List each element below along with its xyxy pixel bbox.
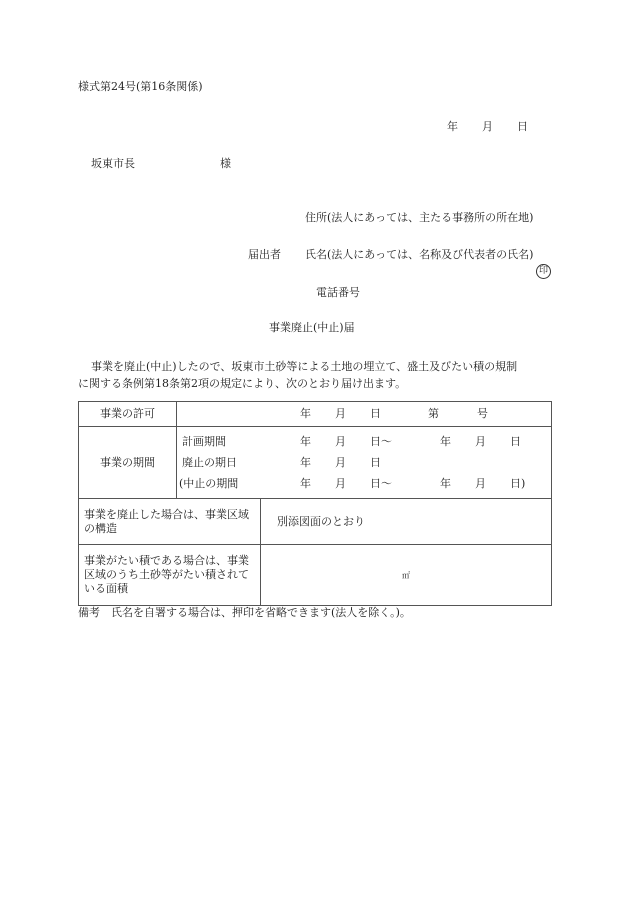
date-day-label: 日 (517, 120, 528, 133)
table-row-structure (79, 499, 552, 545)
body-text-line-2: に関する条例第18条第2項の規定により、次のとおり届け出ます。 (78, 377, 407, 390)
table-row-area (79, 545, 552, 606)
name-label: 氏名(法人にあっては、名称及び代表者の氏名) (305, 248, 534, 261)
period-end-day: 日 (510, 435, 521, 448)
period-value-cell[interactable] (177, 427, 552, 499)
period-line-label: (中止の期間 (179, 477, 239, 490)
form-number: 様式第24号(第16条関係) (78, 80, 203, 93)
period-start-month: 月 (335, 477, 346, 490)
form-table (78, 401, 552, 606)
period-line-label: 廃止の期日 (182, 456, 237, 469)
table-row-permit (79, 402, 552, 427)
period-start-day: 日 (370, 456, 381, 469)
permit-label-cell (79, 402, 177, 427)
permit-year: 年 (300, 407, 311, 420)
permit-month: 月 (335, 407, 346, 420)
remarks: 備考 氏名を自署する場合は、押印を省略できます(法人を除く。)。 (78, 606, 411, 619)
permit-label: 事業の許可 (100, 407, 155, 420)
area-value-cell[interactable] (261, 545, 552, 606)
permit-day: 日 (370, 407, 381, 420)
period-end-month: 月 (475, 435, 486, 448)
date-month-label: 月 (482, 120, 493, 133)
period-start-year: 年 (300, 435, 311, 448)
permit-go: 号 (477, 407, 488, 420)
notifier-role-label: 届出者 (248, 248, 281, 261)
addressee-name: 坂東市長 (91, 157, 135, 170)
period-end-year: 年 (440, 435, 451, 448)
period-label-cell (79, 427, 177, 499)
area-unit: ㎡ (402, 570, 410, 580)
address-label: 住所(法人にあっては、主たる事務所の所在地) (305, 211, 534, 224)
period-end-month: 月 (475, 477, 486, 490)
seal-mark-icon: 印 (536, 264, 551, 279)
period-end-year: 年 (440, 477, 451, 490)
period-start-day: 日～ (370, 435, 392, 448)
structure-label-cell (79, 499, 261, 545)
body-text-line-1: 事業を廃止(中止)したので、坂東市土砂等による土地の埋立て、盛土及びたい積の規制 (91, 360, 518, 373)
table-row-period (79, 427, 552, 499)
period-end-day: 日) (510, 477, 526, 490)
document-title: 事業廃止(中止)届 (269, 321, 355, 334)
area-label-cell (79, 545, 261, 606)
structure-value: 別添図面のとおり (277, 514, 365, 528)
permit-value-cell[interactable] (177, 402, 552, 427)
addressee-honorific: 様 (220, 157, 231, 170)
permit-dai: 第 (428, 407, 439, 420)
period-start-month: 月 (335, 456, 346, 469)
period-line-label: 計画期間 (182, 435, 226, 448)
period-label: 事業の期間 (100, 455, 155, 469)
structure-label: 事業を廃止した場合は、事業区域の構造 (84, 507, 249, 535)
date-year-label: 年 (447, 120, 458, 133)
period-start-month: 月 (335, 435, 346, 448)
structure-value-cell[interactable] (261, 499, 552, 545)
period-start-year: 年 (300, 456, 311, 469)
phone-label: 電話番号 (316, 286, 360, 299)
area-label: 事業がたい積である場合は、事業区域のうち土砂等がたい積されている面積 (84, 554, 249, 595)
period-start-year: 年 (300, 477, 311, 490)
period-start-day: 日～ (370, 477, 392, 490)
